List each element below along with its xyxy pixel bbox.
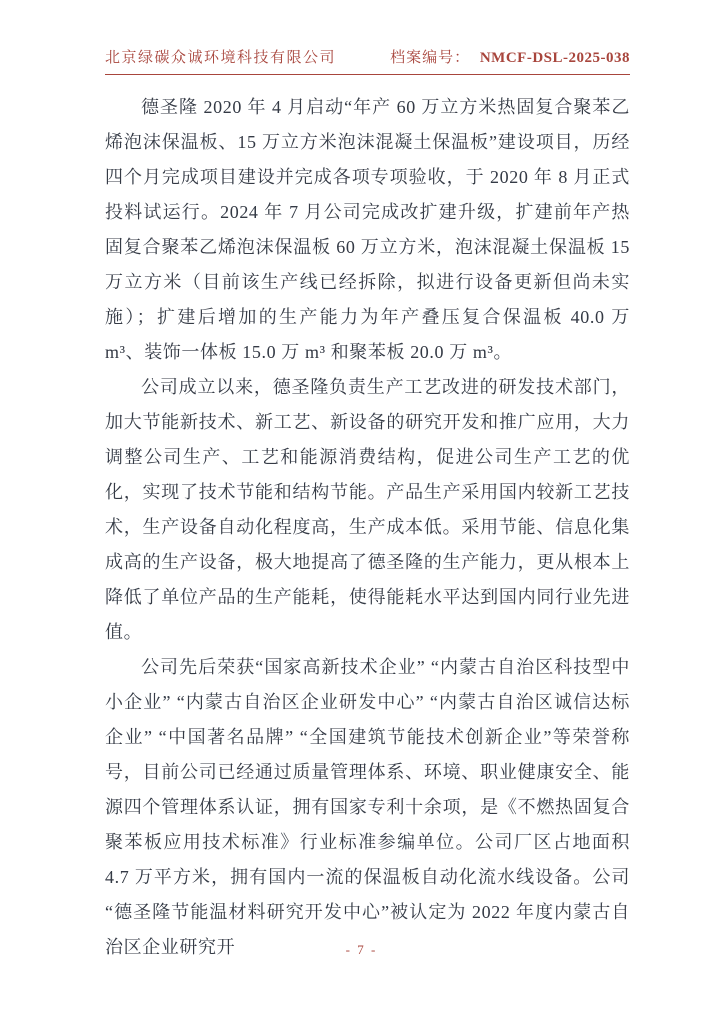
archive-number-value: NMCF-DSL-2025-038 <box>479 50 630 66</box>
archive-number-label: 档案编号： <box>390 50 471 66</box>
company-name: 北京绿碳众诚环境科技有限公司 <box>105 50 337 66</box>
document-body <box>105 90 630 965</box>
page-number: - 7 - <box>345 942 378 957</box>
header-row <box>105 46 630 67</box>
document-header <box>105 46 630 83</box>
header-divider <box>105 74 630 75</box>
paragraph-honors: 公司先后荣获“国家高新技术企业” “内蒙古自治区科技型中小企业” “内蒙古自治区企业研发中心” “内蒙古自治区诚信达标企业” “中国著名品牌” “全国建筑节能技术创新企业”等荣誉称号，目前公司已经通过质量管理体系、环境、职业健康安全、能源四个管理体系认证，拥有国家专利十余项，是《不燃热固复合聚苯板应用技术标准》行业标准参编单位。公司厂区占地面积 4.7 万平方米，拥有国内一流的保温板自动化流水线设备。公司“德圣隆节能温材料研究开发中心”被认定为 2022 年度内蒙古自治区企业研究开 <box>105 657 630 957</box>
document-footer <box>0 942 723 958</box>
archive-number-group <box>390 46 630 67</box>
paragraph-energy-saving: 公司成立以来，德圣隆负责生产工艺改进的研发技术部门，加大节能新技术、新工艺、新设备的研究开发和推广应用，大力调整公司生产、工艺和能源消费结构，促进公司生产工艺的优化，实现了技术节能和结构节能。产品生产采用国内较新工艺技术，生产设备自动化程度高，生产成本低。采用节能、信息化集成高的生产设备，极大地提高了德圣隆的生产能力，更从根本上降低了单位产品的生产能耗，使得能耗水平达到国内同行业先进值。 <box>105 377 630 642</box>
paragraph-project-history: 德圣隆 2020 年 4 月启动“年产 60 万立方米热固复合聚苯乙烯泡沫保温板、15 万立方米泡沫混凝土保温板”建设项目，历经四个月完成项目建设并完成各项专项验收，于 2020 年 8 月正式投料试运行。2024 年 7 月公司完成改扩建升级，扩建前年产热固复合聚苯乙烯泡沫保温板 60 万立方米，泡沫混凝土保温板 15 万立方米（目前该生产线已经拆除，拟进行设备更新但尚未实施）；扩建后增加的生产能力为年产叠压复合保温板 40.0 万 m³、装饰一体板 15.0 万 m³ 和聚苯板 20.0 万 m³。 <box>105 97 630 362</box>
